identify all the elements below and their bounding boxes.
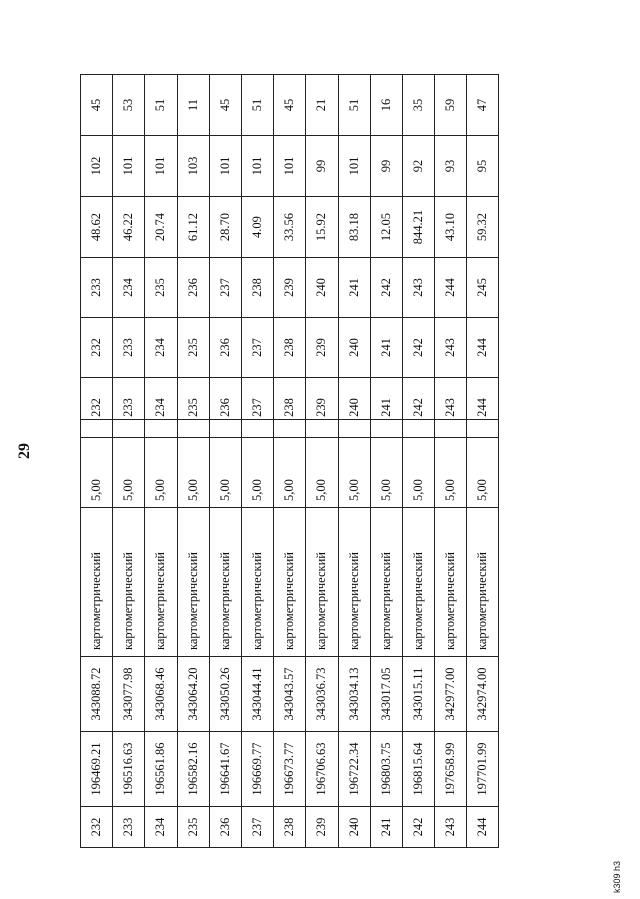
table-cell: 196722.34 (338, 732, 370, 807)
table-cell: 240 (306, 258, 338, 318)
table-cell: 235 (145, 258, 177, 318)
coordinates-row (145, 420, 177, 848)
table-cell: 101 (338, 136, 370, 197)
table-cell: 103 (177, 136, 209, 197)
table-cell: 51 (338, 75, 370, 136)
page-number: 29 (16, 443, 33, 459)
table-cell: 59.32 (467, 197, 499, 258)
table-cell: картометрический (145, 508, 177, 657)
table-cell: 196815.64 (402, 732, 434, 807)
lines-row (402, 75, 434, 438)
table-cell: 5,00 (81, 420, 113, 508)
table-cell: 101 (209, 136, 241, 197)
table-cell: картометрический (370, 508, 402, 657)
table-cell: 51 (145, 75, 177, 136)
table-cell: 244 (467, 807, 499, 848)
table-cell: 239 (274, 258, 306, 318)
table-cell: картометрический (274, 508, 306, 657)
coordinates-row (113, 420, 145, 848)
table-cell: 243 (435, 807, 467, 848)
table-cell: 5,00 (241, 420, 273, 508)
coordinates-row (338, 420, 370, 848)
table-cell: 233 (113, 807, 145, 848)
table-cell: картометрический (177, 508, 209, 657)
table-cell: 196706.63 (306, 732, 338, 807)
table-cell: 244 (467, 378, 499, 438)
table-cell: 242 (370, 258, 402, 318)
table-cell: 95 (467, 136, 499, 197)
lines-row (145, 75, 177, 438)
table-cell: картометрический (402, 508, 434, 657)
table-cell: 240 (338, 807, 370, 848)
table-cell: 45 (274, 75, 306, 136)
table-cell: 12.05 (370, 197, 402, 258)
table-cell: 93 (435, 136, 467, 197)
table-cell: 241 (370, 807, 402, 848)
table-cell: 59 (435, 75, 467, 136)
table-cell: 244 (435, 258, 467, 318)
table-cell: 241 (338, 258, 370, 318)
table-cell: 343036.73 (306, 657, 338, 732)
table-cell: 343068.46 (145, 657, 177, 732)
lines-table (80, 74, 499, 438)
table-cell: 234 (145, 807, 177, 848)
table-cell: 102 (81, 136, 113, 197)
table-cell: 242 (402, 807, 434, 848)
table-cell: 16 (370, 75, 402, 136)
table-cell: 232 (81, 318, 113, 378)
table-cell: 240 (338, 318, 370, 378)
table-cell: 235 (177, 318, 209, 378)
lines-row (113, 75, 145, 438)
table-cell: 236 (209, 807, 241, 848)
coordinates-row (370, 420, 402, 848)
table-cell: 238 (274, 378, 306, 438)
table-cell: 35 (402, 75, 434, 136)
coordinates-row (402, 420, 434, 848)
table-cell: 33.56 (274, 197, 306, 258)
table-cell: 92 (402, 136, 434, 197)
table-cell: 101 (145, 136, 177, 197)
table-cell: 241 (370, 378, 402, 438)
table-cell: 5,00 (209, 420, 241, 508)
table-cell: 343088.72 (81, 657, 113, 732)
table-cell: 51 (241, 75, 273, 136)
table-cell: 343050.26 (209, 657, 241, 732)
coordinates-row (435, 420, 467, 848)
table-cell: 196469.21 (81, 732, 113, 807)
table-cell: 5,00 (370, 420, 402, 508)
table-cell: 239 (306, 378, 338, 438)
table-cell: 196561.86 (145, 732, 177, 807)
coordinates-row (467, 420, 499, 848)
table-cell: 196641.67 (209, 732, 241, 807)
table-cell: 241 (370, 318, 402, 378)
table-cell: 234 (145, 318, 177, 378)
table-cell: 101 (241, 136, 273, 197)
table-cell: 343017.05 (370, 657, 402, 732)
footer-code: k309 h3 (612, 860, 622, 893)
coordinates-row (306, 420, 338, 848)
table-cell: 245 (467, 258, 499, 318)
table-cell: 236 (209, 318, 241, 378)
coordinates-row (177, 420, 209, 848)
table-cell: 343044.41 (241, 657, 273, 732)
table-cell: 237 (241, 378, 273, 438)
table-cell: 11 (177, 75, 209, 136)
coordinates-row (209, 420, 241, 848)
table-cell: 233 (81, 258, 113, 318)
table-cell: 43.10 (435, 197, 467, 258)
table-cell: картометрический (241, 508, 273, 657)
table-cell: 236 (177, 258, 209, 318)
table-cell: 240 (338, 378, 370, 438)
table-cell: 237 (241, 318, 273, 378)
coordinates-row (274, 420, 306, 848)
table-cell: картометрический (338, 508, 370, 657)
table-cell: 232 (81, 807, 113, 848)
table-cell: 196673.77 (274, 732, 306, 807)
table-cell: 342977.00 (435, 657, 467, 732)
table-cell: картометрический (306, 508, 338, 657)
table-cell: 232 (81, 378, 113, 438)
table-cell: 236 (209, 378, 241, 438)
table-cell: 5,00 (402, 420, 434, 508)
table-cell: 5,00 (113, 420, 145, 508)
table-cell: 242 (402, 318, 434, 378)
lines-row (177, 75, 209, 438)
table-cell: картометрический (435, 508, 467, 657)
table-cell: 53 (113, 75, 145, 136)
table-cell: 61.12 (177, 197, 209, 258)
table-cell: картометрический (81, 508, 113, 657)
table-cell: 343043.57 (274, 657, 306, 732)
table-cell: 5,00 (338, 420, 370, 508)
table-cell: 235 (177, 807, 209, 848)
table-cell: 21 (306, 75, 338, 136)
lines-row (241, 75, 273, 438)
table-cell: 5,00 (467, 420, 499, 508)
table-cell: 343064.20 (177, 657, 209, 732)
lines-row (338, 75, 370, 438)
table-cell: 101 (274, 136, 306, 197)
table-cell: 5,00 (177, 420, 209, 508)
table-cell: 235 (177, 378, 209, 438)
lines-row (370, 75, 402, 438)
table-cell: 239 (306, 807, 338, 848)
table-cell: 242 (402, 378, 434, 438)
table-cell: картометрический (113, 508, 145, 657)
lines-row (435, 75, 467, 438)
table-cell: 4.09 (241, 197, 273, 258)
table-cell: 45 (81, 75, 113, 136)
table-cell: 99 (306, 136, 338, 197)
table-cell: 45 (209, 75, 241, 136)
table-cell: 244 (467, 318, 499, 378)
coordinates-row (81, 420, 113, 848)
table-cell: 48.62 (81, 197, 113, 258)
table-cell: 5,00 (306, 420, 338, 508)
lines-row (209, 75, 241, 438)
table-cell: 196669.77 (241, 732, 273, 807)
lines-row (467, 75, 499, 438)
table-cell: 47 (467, 75, 499, 136)
table-cell: 237 (241, 807, 273, 848)
lines-row (81, 75, 113, 438)
coordinates-row (241, 420, 273, 848)
table-cell: 238 (274, 318, 306, 378)
table-cell: 101 (113, 136, 145, 197)
lines-row (274, 75, 306, 438)
table-cell: картометрический (467, 508, 499, 657)
table-cell: 233 (113, 378, 145, 438)
table-cell: 243 (435, 318, 467, 378)
table-cell: 233 (113, 318, 145, 378)
table-cell: 196516.63 (113, 732, 145, 807)
table-cell: картометрический (209, 508, 241, 657)
table-cell: 234 (113, 258, 145, 318)
table-cell: 83.18 (338, 197, 370, 258)
lines-row (306, 75, 338, 438)
table-cell: 28.70 (209, 197, 241, 258)
table-cell: 46.22 (113, 197, 145, 258)
table-cell: 196582.16 (177, 732, 209, 807)
table-cell: 5,00 (435, 420, 467, 508)
table-cell: 343077.98 (113, 657, 145, 732)
table-cell: 196803.75 (370, 732, 402, 807)
table-cell: 237 (209, 258, 241, 318)
table-cell: 20.74 (145, 197, 177, 258)
table-cell: 197658.99 (435, 732, 467, 807)
table-cell: 99 (370, 136, 402, 197)
table-cell: 15.92 (306, 197, 338, 258)
table-cell: 243 (402, 258, 434, 318)
table-cell: 343034.13 (338, 657, 370, 732)
table-cell: 243 (435, 378, 467, 438)
table-cell: 239 (306, 318, 338, 378)
table-cell: 197701.99 (467, 732, 499, 807)
table-cell: 238 (274, 807, 306, 848)
coordinates-table (80, 419, 499, 848)
table-cell: 5,00 (145, 420, 177, 508)
table-cell: 5,00 (274, 420, 306, 508)
table-cell: 844.21 (402, 197, 434, 258)
table-cell: 238 (241, 258, 273, 318)
table-cell: 234 (145, 378, 177, 438)
table-cell: 342974.00 (467, 657, 499, 732)
table-cell: 343015.11 (402, 657, 434, 732)
